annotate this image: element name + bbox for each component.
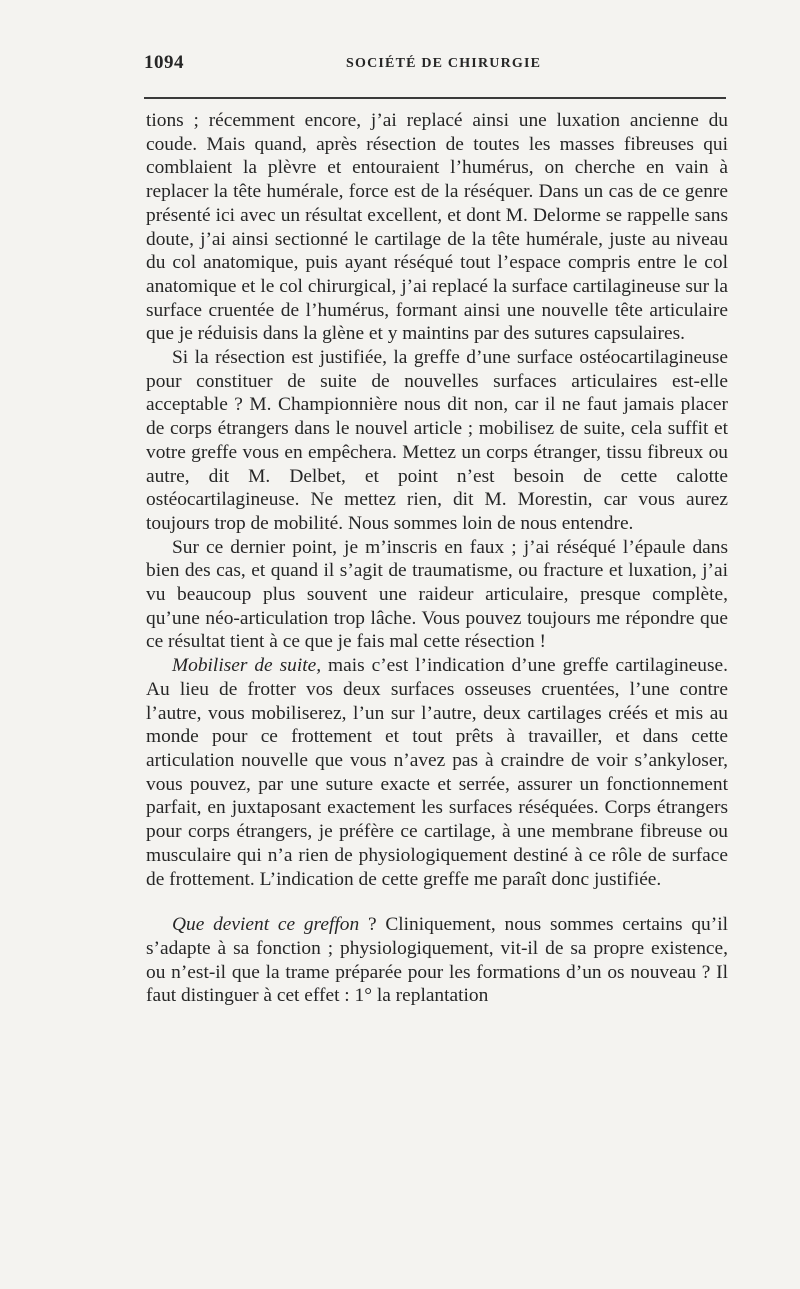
paragraph-4 (146, 654, 728, 891)
header-rule (144, 97, 726, 99)
paragraph-5-text: ? Cliniquement, nous sommes certains qu’il s’adapte à sa fonction ; physiologiquement, vit-il de sa propre existence, ou n’est-il que la trame préparée pour les formations d’un os nouveau ? Il faut distinguer à cet effet : 1° la replantation (146, 914, 728, 1007)
paragraph-4-text: mais c’est l’indication d’une greffe cartilagineuse. Au lieu de frotter vos deux surfaces osseuses cruentées, l’une contre l’autre, vous mobiliserez, l’un sur l’autre, deux cartilages créés et mis au monde pour ce frottement et tout prêts à travailler, et dans cette articulation nouvelle que vous n’avez pas à craindre de voir s’ankyloser, vous pouvez, par une suture exacte et serrée, assurer un fonctionnement parfait, en juxtaposant exactement les surfaces réséquées. Corps étrangers pour corps étrangers, je préfère ce cartilage, à une membrane fibreuse ou musculaire qui n’a rien de physiologiquement destiné à ce rôle de surface de frottement. L’indication de cette greffe me paraît donc justifiée. (146, 655, 728, 890)
paragraph-1: tions ; récemment encore, j’ai replacé ainsi une luxation ancienne du coude. Mais quand, après résection de toutes les masses fibreuses qui comblaient la plèvre et entouraient l’humérus, on cherche en vain à replacer la tête humérale, force est de la réséquer. Dans un cas de ce genre présenté ici avec un résultat excellent, et dont M. Delorme se rappelle sans doute, j’ai ainsi sectionné le cartilage de la tête humérale, juste au niveau du col anatomique, puis ayant réséqué tout l’espace compris entre le col anatomique et le col chirurgical, j’ai replacé la surface cartilagineuse sur la surface cruentée de l’humérus, formant ainsi une nouvelle tête articulaire que je réduisis dans la glène et y maintins par des sutures capsulaires. (146, 110, 728, 345)
page-header (144, 52, 726, 80)
body-text (146, 109, 728, 1008)
paragraph-5-lead: Que devient ce greffon (172, 914, 360, 936)
running-head: SOCIÉTÉ DE CHIRURGIE (346, 56, 542, 71)
paragraph-4-lead: Mobiliser de suite, (172, 655, 322, 677)
paragraph-3: Sur ce dernier point, je m’inscris en faux ; j’ai réséqué l’épaule dans bien des cas, et quand il s’agit de traumatisme, ou fracture et luxation, j’ai vu beaucoup plus souvent une raideur articulaire, presque complète, qu’une néo-articulation trop lâche. Vous pouvez toujours me répondre que ce résultat tient à ce que je fais mal cette résection ! (146, 536, 728, 653)
paragraph-5 (146, 913, 728, 1008)
page-number: 1094 (144, 52, 184, 73)
paragraph-2: Si la résection est justifiée, la greffe d’une surface ostéocartilagineuse pour constituer de suite de nouvelles surfaces articulaires est-elle acceptable ? M. Championnière nous dit non, car il ne faut jamais placer de corps étrangers dans le nouvel article ; mobilisez de suite, cela suffit et votre greffe vous en empêchera. Mettez un corps étranger, tissu fibreux ou autre, dit M. Delbet, et point n’est besoin de cette calotte ostéocartilagineuse. Ne mettez rien, dit M. Morestin, car vous aurez toujours trop de mobilité. Nous sommes loin de nous entendre. (146, 347, 728, 534)
